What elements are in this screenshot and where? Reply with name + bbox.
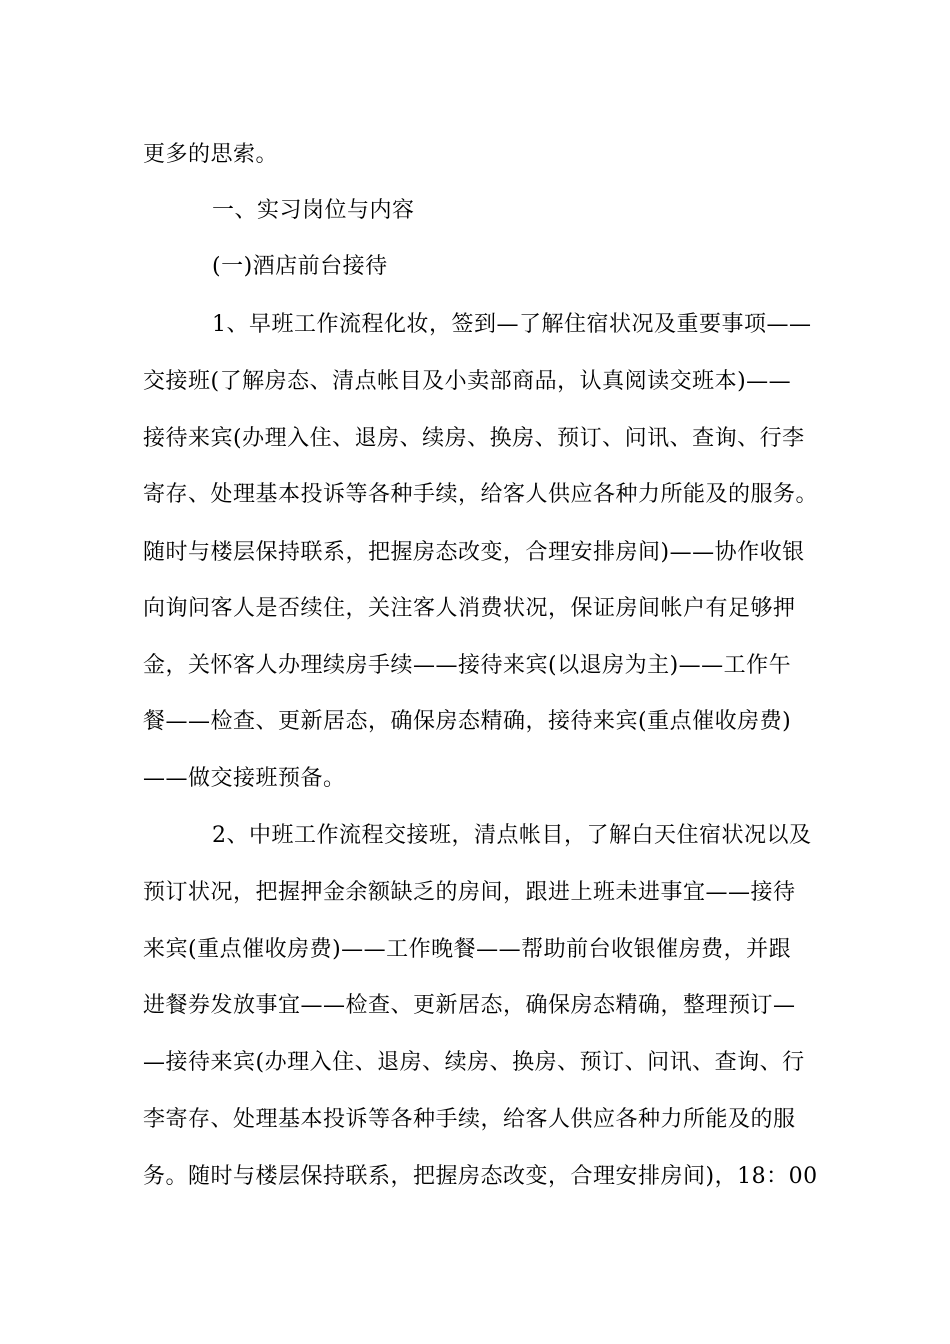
text-line-continuation: 更多的思索。 [143,142,279,167]
paragraph-1-line: 1、早班工作流程化妆，签到—了解住宿状况及重要事项—— [212,312,812,337]
paragraph-2-line: 2、中班工作流程交接班，清点帐目，了解白天住宿状况以及 [212,823,812,848]
paragraph-2-line: 务。随时与楼层保持联系，把握房态改变，合理安排房间)，18：00 [143,1164,818,1189]
subsection-heading: (一)酒店前台接待 [212,254,388,279]
paragraph-2-line: —接待来宾(办理入住、退房、续房、换房、预订、问讯、查询、行 [143,1050,805,1075]
paragraph-2-line: 来宾(重点催收房费)——工作晚餐——帮助前台收银催房费，并跟 [143,937,792,962]
paragraph-2-line: 预订状况，把握押金余额缺乏的房间，跟进上班未进事宜——接待 [143,880,796,905]
paragraph-1-line: 餐——检查、更新居态，确保房态精确，接待来宾(重点催收房费) [143,709,792,734]
paragraph-1-line: 接待来宾(办理入住、退房、续房、换房、预订、问讯、查询、行李 [143,426,805,451]
paragraph-1-line: 交接班(了解房态、清点帐目及小卖部商品，认真阅读交班本)—— [143,369,792,394]
paragraph-1-line: 金，关怀客人办理续房手续——接待来宾(以退房为主)——工作午 [143,653,792,678]
paragraph-1-line: 寄存、处理基本投诉等各种手续，给客人供应各种力所能及的服务。 [143,482,819,507]
paragraph-2-line: 进餐券发放事宜——检查、更新居态，确保房态精确，整理预订— [143,993,796,1018]
section-heading: 一、实习岗位与内容 [212,198,415,223]
paragraph-1-line: 随时与楼层保持联系，把握房态改变，合理安排房间)——协作收银 [143,540,805,565]
paragraph-1-line: ——做交接班预备。 [143,766,346,791]
paragraph-1-line: 向询问客人是否续住，关注客人消费状况，保证房间帐户有足够押 [143,596,796,621]
paragraph-2-line: 李寄存、处理基本投诉等各种手续，给客人供应各种力所能及的服 [143,1107,796,1132]
